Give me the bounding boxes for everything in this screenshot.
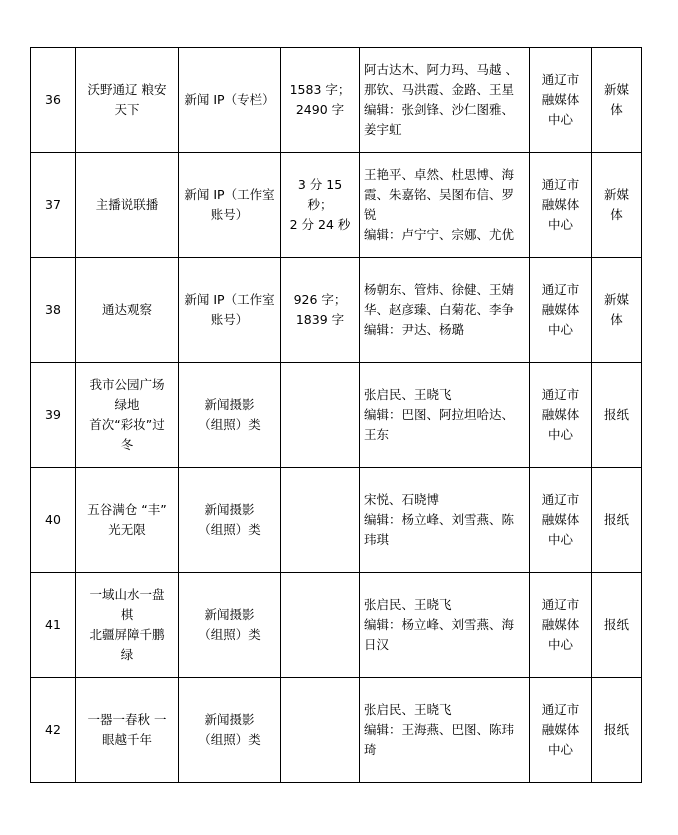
- cell-media-type-line: 报纸: [603, 617, 629, 632]
- cell-category-line: （组照）类: [198, 732, 261, 747]
- cell-authors: [360, 48, 530, 153]
- cell-title-line: 一域山水一盘: [89, 587, 165, 602]
- cell-unit: [530, 153, 592, 258]
- cell-unit-line: 通辽市: [541, 72, 580, 87]
- cell-category-line: 新闻摄影: [204, 397, 255, 412]
- cell-category: [179, 258, 281, 363]
- cell-authors-line: 编辑：杨立峰、刘雪燕、海: [364, 617, 515, 632]
- cell-authors-line: 王艳平、卓然、杜思博、海: [364, 167, 515, 182]
- cell-authors-line: 霞、朱嘉铭、吴图布信、罗: [364, 187, 515, 202]
- cell-media-type-line: 新媒: [603, 82, 629, 97]
- cell-authors-line: 张启民、王晓飞: [364, 597, 452, 612]
- cell-category-line: 账号）: [210, 207, 249, 222]
- cell-authors: [360, 258, 530, 363]
- cell-authors-line: 编辑：卢宁宁、宗娜、尤优: [364, 227, 515, 242]
- cell-authors: [360, 363, 530, 468]
- cell-media-type-line: 报纸: [603, 407, 629, 422]
- cell-category: [179, 573, 281, 678]
- cell-authors-line: 编辑：巴图、阿拉坦哈达、: [364, 407, 515, 422]
- cell-title-line: 五谷满仓 “丰”: [87, 502, 167, 517]
- cell-category-line: 新闻 IP（工作室: [184, 187, 275, 202]
- cell-category-line: （组照）类: [198, 522, 261, 537]
- cell-media-type: [592, 258, 642, 363]
- cell-media-type: [592, 153, 642, 258]
- cell-length-line: 2490 字: [295, 102, 345, 117]
- cell-number: 41: [31, 573, 76, 678]
- cell-title-line: 眼越千年: [101, 732, 152, 747]
- cell-unit-line: 通辽市: [541, 387, 580, 402]
- cell-category-line: （组照）类: [198, 417, 261, 432]
- cell-unit-line: 融媒体: [541, 302, 580, 317]
- cell-title-line: 沃野通辽 粮安: [87, 82, 167, 97]
- cell-media-type: [592, 363, 642, 468]
- cell-unit-line: 中心: [547, 112, 573, 127]
- cell-unit-line: 通辽市: [541, 597, 580, 612]
- cell-media-type-line: 体: [610, 102, 623, 117]
- cell-authors: [360, 573, 530, 678]
- cell-unit-line: 融媒体: [541, 512, 580, 527]
- table-row: [31, 468, 642, 573]
- cell-unit-line: 融媒体: [541, 197, 580, 212]
- cell-authors-line: 编辑：王海燕、巴图、陈玮: [364, 722, 515, 737]
- awards-table: [30, 47, 642, 783]
- cell-length-line: 1839 字: [295, 312, 345, 327]
- cell-category-line: 账号）: [210, 312, 249, 327]
- cell-authors: [360, 678, 530, 783]
- cell-title-line: 一器一春秋 一: [87, 712, 167, 727]
- cell-authors-line: 编辑：杨立峰、刘雪燕、陈: [364, 512, 515, 527]
- cell-unit-line: 通辽市: [541, 282, 580, 297]
- cell-length-line: 2 分 24 秒: [289, 217, 351, 232]
- table-row: [31, 258, 642, 363]
- cell-media-type-line: 体: [610, 207, 623, 222]
- cell-authors-line: 姜宇虹: [364, 122, 402, 137]
- cell-category: [179, 468, 281, 573]
- cell-length: [281, 573, 360, 678]
- cell-length: [281, 48, 360, 153]
- cell-media-type-line: 体: [610, 312, 623, 327]
- cell-category-line: 新闻摄影: [204, 502, 255, 517]
- cell-authors-line: 玮琪: [364, 532, 390, 547]
- cell-authors: [360, 153, 530, 258]
- cell-authors-line: 宋悦、石晓博: [364, 492, 440, 507]
- cell-number: 36: [31, 48, 76, 153]
- cell-unit-line: 中心: [547, 427, 573, 442]
- cell-unit-line: 融媒体: [541, 407, 580, 422]
- cell-title: [76, 258, 179, 363]
- cell-unit: [530, 48, 592, 153]
- cell-authors-line: 王东: [364, 427, 390, 442]
- cell-unit-line: 融媒体: [541, 92, 580, 107]
- cell-media-type-line: 报纸: [603, 722, 629, 737]
- cell-authors-line: 编辑：尹达、杨璐: [364, 322, 465, 337]
- cell-authors-line: 张启民、王晓飞: [364, 702, 452, 717]
- cell-length: [281, 258, 360, 363]
- cell-number: 37: [31, 153, 76, 258]
- cell-authors-line: 编辑：张剑锋、沙仁图雅、: [364, 102, 515, 117]
- cell-title-line: 首次“彩妆”过: [89, 417, 165, 432]
- cell-category: [179, 678, 281, 783]
- cell-title: [76, 678, 179, 783]
- cell-unit-line: 通辽市: [541, 702, 580, 717]
- cell-unit-line: 通辽市: [541, 492, 580, 507]
- cell-unit: [530, 258, 592, 363]
- table-row: [31, 48, 642, 153]
- cell-media-type-line: 报纸: [603, 512, 629, 527]
- cell-authors-line: 锐: [364, 207, 377, 222]
- cell-category: [179, 153, 281, 258]
- cell-unit-line: 中心: [547, 637, 573, 652]
- cell-unit: [530, 573, 592, 678]
- cell-length: [281, 468, 360, 573]
- cell-category: [179, 48, 281, 153]
- cell-title: [76, 363, 179, 468]
- cell-title-line: 通达观察: [101, 302, 152, 317]
- cell-length-line: 926 字；: [293, 292, 347, 307]
- cell-title-line: 绿地: [114, 397, 140, 412]
- cell-number: 39: [31, 363, 76, 468]
- cell-category-line: （组照）类: [198, 627, 261, 642]
- cell-length-line: 1583 字；: [289, 82, 351, 97]
- cell-authors-line: 张启民、王晓飞: [364, 387, 452, 402]
- cell-media-type: [592, 573, 642, 678]
- cell-unit-line: 通辽市: [541, 177, 580, 192]
- cell-media-type-line: 新媒: [603, 187, 629, 202]
- cell-unit: [530, 678, 592, 783]
- cell-media-type-line: 新媒: [603, 292, 629, 307]
- cell-authors-line: 琦: [364, 742, 377, 757]
- cell-unit-line: 融媒体: [541, 617, 580, 632]
- table-body: [31, 48, 642, 783]
- cell-number: 38: [31, 258, 76, 363]
- cell-category-line: 新闻 IP（工作室: [184, 292, 275, 307]
- cell-title: [76, 468, 179, 573]
- cell-authors-line: 阿古达木、阿力玛、马越 、: [364, 62, 518, 77]
- cell-unit-line: 融媒体: [541, 722, 580, 737]
- cell-authors-line: 华、赵彦臻、白菊花、李争: [364, 302, 515, 317]
- cell-length-line: 3 分 15 秒；: [297, 177, 343, 212]
- cell-title-line: 冬: [120, 437, 134, 452]
- cell-title-line: 光无限: [108, 522, 146, 537]
- cell-authors: [360, 468, 530, 573]
- cell-title-line: 北疆屏障千鹏: [89, 627, 165, 642]
- cell-category-line: 新闻摄影: [204, 607, 255, 622]
- cell-number: 42: [31, 678, 76, 783]
- cell-category-line: 新闻 IP（专栏）: [184, 92, 275, 107]
- cell-title-line: 棋: [120, 607, 134, 622]
- cell-title-line: 天下: [114, 102, 140, 117]
- cell-media-type: [592, 678, 642, 783]
- table-row: [31, 573, 642, 678]
- cell-number: 40: [31, 468, 76, 573]
- table-row: [31, 678, 642, 783]
- cell-length: [281, 363, 360, 468]
- cell-title: [76, 48, 179, 153]
- cell-title: [76, 573, 179, 678]
- table-row: [31, 363, 642, 468]
- cell-unit-line: 中心: [547, 217, 573, 232]
- cell-title-line: 我市公园广场: [89, 377, 165, 392]
- cell-unit-line: 中心: [547, 742, 573, 757]
- cell-title: [76, 153, 179, 258]
- table-row: [31, 153, 642, 258]
- cell-unit-line: 中心: [547, 532, 573, 547]
- cell-title-line: 绿: [120, 647, 134, 662]
- cell-media-type: [592, 468, 642, 573]
- cell-title-line: 主播说联播: [95, 197, 159, 212]
- cell-media-type: [592, 48, 642, 153]
- cell-category-line: 新闻摄影: [204, 712, 255, 727]
- cell-unit: [530, 363, 592, 468]
- cell-length: [281, 153, 360, 258]
- cell-length: [281, 678, 360, 783]
- cell-category: [179, 363, 281, 468]
- cell-unit-line: 中心: [547, 322, 573, 337]
- cell-authors-line: 那钦、马洪霞、金路、王星: [364, 82, 515, 97]
- cell-unit: [530, 468, 592, 573]
- cell-authors-line: 日汉: [364, 637, 390, 652]
- cell-authors-line: 杨朝东、管炜、徐健、王婧: [364, 282, 515, 297]
